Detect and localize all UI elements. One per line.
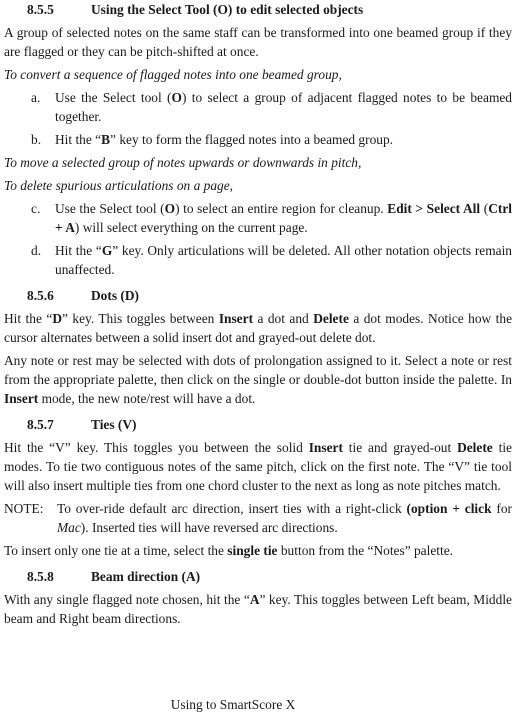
- key-name: B: [101, 132, 111, 147]
- convert-heading: To convert a sequence of flagged notes into one beamed group,: [4, 67, 342, 82]
- text: Hit the “: [55, 132, 102, 147]
- delete-heading: To delete spurious articulations on a page,: [4, 178, 234, 193]
- ties-paragraph-1: [4, 438, 512, 495]
- text: Hit the “: [55, 243, 102, 258]
- text: tie modes. To tie two contiguous notes of the same pitch, click on the first note. The “V” tie tool will also insert multiple ties from one chord cluster to the next as long as note pitches match.: [4, 440, 512, 493]
- list-label: a.: [31, 90, 41, 105]
- ties-paragraph-2: [4, 541, 512, 560]
- text: for: [491, 501, 512, 516]
- key-name: A: [249, 592, 260, 607]
- section-heading-8-5-6: [4, 286, 512, 305]
- text: ” key to form the flagged notes into a beamed group.: [110, 132, 394, 147]
- text: ) will select everything on the current page.: [74, 220, 308, 235]
- move-heading: To move a selected group of notes upwards or downwards in pitch,: [4, 155, 362, 170]
- section-title: Beam direction (A): [91, 569, 201, 584]
- key-name: D: [52, 311, 62, 326]
- list-item-c: [4, 199, 512, 237]
- text: button from the “Notes” palette.: [277, 543, 454, 558]
- text: Use the Select tool (: [55, 90, 172, 105]
- section-title: Using the Select Tool (O) to edit selected objects: [91, 2, 364, 17]
- dots-paragraph-2: [4, 351, 512, 408]
- text: To insert only one tie at a time, select the: [4, 543, 228, 558]
- section-heading-8-5-5: [4, 0, 512, 19]
- text: tie and grayed-out: [342, 440, 458, 455]
- list-label: d.: [31, 243, 42, 258]
- list-item-d: [4, 241, 512, 279]
- platform-name: Mac: [57, 520, 81, 535]
- shortcut: (option + click: [406, 501, 492, 516]
- list-label: b.: [31, 132, 42, 147]
- dots-paragraph-1: [4, 309, 512, 347]
- section-title: Ties (V): [91, 417, 137, 432]
- section-title: Dots (D): [91, 288, 139, 303]
- section-heading-8-5-8: [4, 567, 512, 586]
- section-number: 8.5.7: [27, 417, 54, 432]
- text: Hit the “V” key. This toggles you between the solid: [4, 440, 309, 455]
- shortcut: Ctrl + A: [55, 201, 512, 235]
- key-name: O: [164, 201, 176, 216]
- text: ” key. Only articulations will be deleted. All other notation objects remain unaffected.: [55, 243, 512, 277]
- section-number: 8.5.8: [27, 569, 54, 584]
- section-number: 8.5.5: [27, 2, 54, 17]
- mode-name: Insert: [218, 311, 254, 326]
- mode-name: Delete: [457, 440, 493, 455]
- note-label: NOTE:: [4, 501, 44, 516]
- intro-paragraph: A group of selected notes on the same staff can be transformed into one beamed group if they are flagged or they can be pitch-shifted at once.: [4, 25, 512, 59]
- text: a dot modes. Notice how the cursor alternates between a solid insert dot and grayed-out delete dot.: [4, 311, 512, 345]
- text: mode, the new note/rest will have a dot.: [38, 391, 256, 406]
- button-name: single tie: [227, 543, 278, 558]
- mode-name: Insert: [4, 391, 39, 406]
- list-item-a: [4, 88, 512, 126]
- text: ” key. This toggles between: [61, 311, 219, 326]
- text: ” key. This toggles between Left beam, Middle beam and Right beam directions.: [4, 592, 512, 626]
- text: Hit the “: [4, 311, 53, 326]
- mode-name: Delete: [313, 311, 349, 326]
- beam-paragraph: [4, 590, 512, 628]
- text: To over-ride default arc direction, insert ties with a right-click: [57, 501, 407, 516]
- text: ). Inserted ties will have reversed arc directions.: [80, 520, 338, 535]
- note-block: [4, 499, 512, 537]
- key-name: O: [171, 90, 182, 105]
- mode-name: Insert: [308, 440, 343, 455]
- list-label: c.: [31, 201, 41, 216]
- page-footer: Using to SmartScore X: [170, 697, 296, 712]
- list-item-b: [4, 130, 512, 149]
- text: (: [480, 201, 489, 216]
- text: Any note or rest may be selected with dots of prolongation assigned to it. Select a note or rest from the appropriate palette, then click on the single or double-dot button inside the palette. In: [4, 353, 512, 387]
- text: ) to select an entire region for cleanup.: [175, 201, 388, 216]
- text: ) to select a group of adjacent flagged notes to be beamed together.: [55, 90, 512, 124]
- section-number: 8.5.6: [27, 288, 54, 303]
- section-heading-8-5-7: [4, 415, 512, 434]
- text: a dot and: [253, 311, 314, 326]
- text: Use the Select tool (: [55, 201, 165, 216]
- menu-path: Edit > Select All: [387, 201, 481, 216]
- text: With any single flagged note chosen, hit the “: [4, 592, 250, 607]
- document-page: [4, 0, 512, 628]
- key-name: G: [101, 243, 113, 258]
